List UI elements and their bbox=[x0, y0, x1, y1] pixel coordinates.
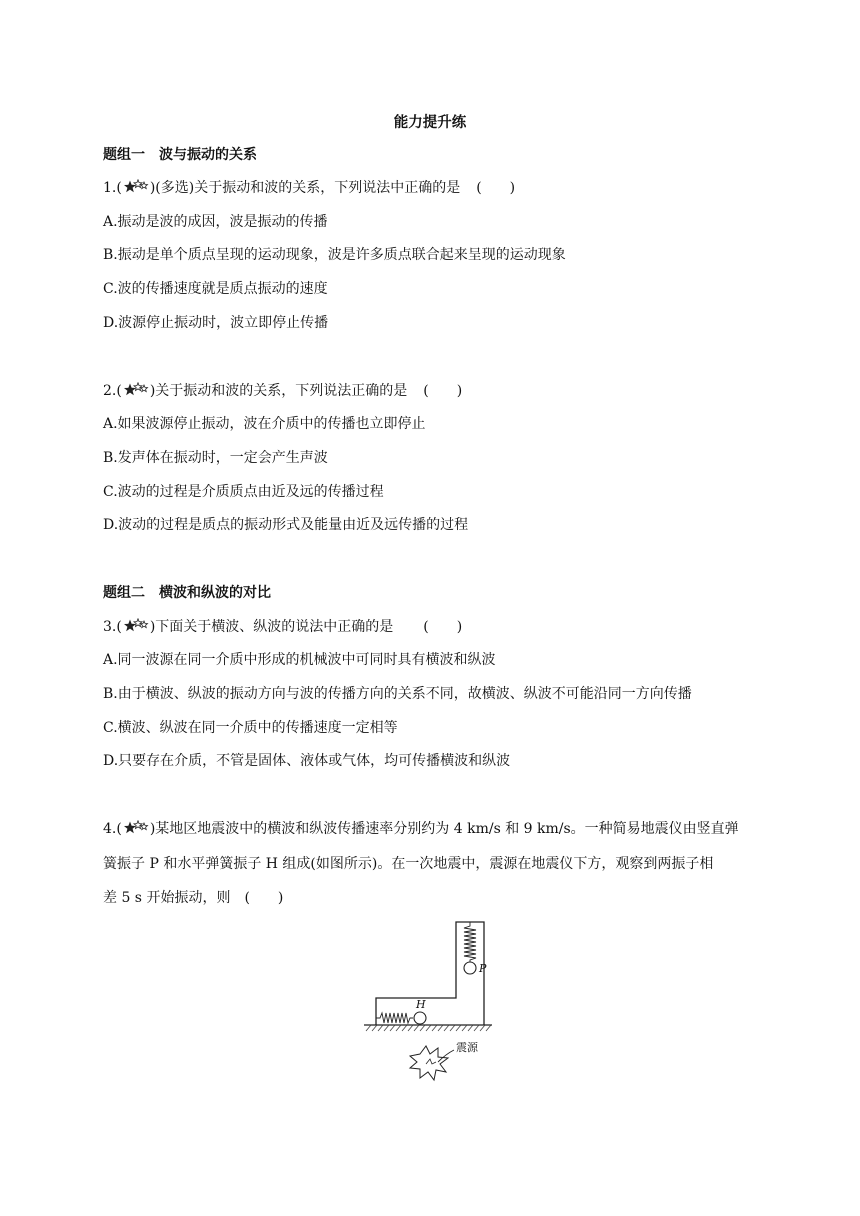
q2-text: )关于振动和波的关系，下列说法正确的是 bbox=[149, 383, 408, 399]
q4-text-line1: )某地区地震波中的横波和纵波传播速率分别约为 4 km/s 和 9 km/s。一种简易地震仪由竖直弹 bbox=[149, 821, 739, 837]
q2-number: 2.( bbox=[103, 383, 122, 399]
q3-answer-blank: ( ) bbox=[423, 619, 463, 635]
horizontal-spring bbox=[376, 1013, 413, 1023]
difficulty-stars-icon bbox=[123, 382, 149, 398]
q1-text: )(多选)关于振动和波的关系，下列说法中正确的是 bbox=[149, 180, 461, 196]
q4-text-line3: 差 5 s 开始振动，则 bbox=[103, 890, 231, 906]
q4-number: 4.( bbox=[103, 821, 122, 837]
q3-option-c: C.横波、纵波在同一介质中的传播速度一定相等 bbox=[103, 720, 398, 736]
q3-text: )下面关于横波、纵波的说法中正确的是 bbox=[149, 619, 394, 635]
q1-option-b: B.振动是单个质点呈现的运动现象，波是许多质点联合起来呈现的运动现象 bbox=[103, 247, 566, 263]
q4-answer-blank: ( ) bbox=[244, 890, 284, 906]
mass-h bbox=[414, 1012, 426, 1024]
q3-stem bbox=[103, 618, 462, 636]
label-source: 震源 bbox=[456, 1041, 478, 1054]
q4-stem-line2: 簧振子 P 和水平弹簧振子 H 组成(如图所示)。在一次地震中，震源在地震仪下方，观察到两振子相 bbox=[103, 856, 714, 872]
mass-p bbox=[464, 962, 476, 974]
q3-number: 3.( bbox=[103, 619, 122, 635]
q3-option-a: A.同一波源在同一介质中形成的机械波中可同时具有横波和纵波 bbox=[103, 652, 496, 668]
q1-option-c: C.波的传播速度就是质点振动的速度 bbox=[103, 281, 328, 297]
q1-option-a: A.振动是波的成因，波是振动的传播 bbox=[103, 214, 328, 230]
q1-number: 1.( bbox=[103, 180, 122, 196]
q2-option-b: B.发声体在振动时，一定会产生声波 bbox=[103, 450, 328, 466]
q1-answer-blank: ( ) bbox=[476, 180, 516, 196]
epicenter-burst-icon bbox=[410, 1046, 448, 1080]
q1-stem bbox=[103, 179, 515, 197]
seismometer-figure bbox=[360, 918, 500, 1088]
q2-answer-blank: ( ) bbox=[423, 383, 463, 399]
vertical-spring bbox=[464, 922, 476, 962]
page-title: 能力提升练 bbox=[393, 115, 467, 131]
q4-stem-line3 bbox=[103, 889, 283, 907]
q3-option-d: D.只要存在介质，不管是固体、液体或气体，均可传播横波和纵波 bbox=[103, 753, 511, 769]
q2-stem bbox=[103, 382, 462, 400]
difficulty-stars-icon bbox=[123, 618, 149, 634]
difficulty-stars-icon bbox=[123, 820, 149, 836]
q2-option-d: D.波动的过程是质点的振动形式及能量由近及远传播的过程 bbox=[103, 517, 469, 533]
q4-stem-line1 bbox=[103, 820, 739, 838]
ground-hatching bbox=[366, 1025, 491, 1031]
q1-option-d: D.波源停止振动时，波立即停止传播 bbox=[103, 315, 329, 331]
group2-heading: 题组二 横波和纵波的对比 bbox=[103, 585, 271, 601]
q2-option-c: C.波动的过程是介质质点由近及远的传播过程 bbox=[103, 484, 384, 500]
q2-option-a: A.如果波源停止振动，波在介质中的传播也立即停止 bbox=[103, 416, 426, 432]
group1-heading: 题组一 波与振动的关系 bbox=[103, 147, 257, 163]
source-leader-line bbox=[438, 1050, 454, 1062]
q3-option-b: B.由于横波、纵波的振动方向与波的传播方向的关系不同，故横波、纵波不可能沿同一方向传播 bbox=[103, 686, 692, 702]
difficulty-stars-icon bbox=[123, 179, 149, 195]
label-h: H bbox=[416, 998, 426, 1011]
label-p: P bbox=[479, 962, 487, 975]
